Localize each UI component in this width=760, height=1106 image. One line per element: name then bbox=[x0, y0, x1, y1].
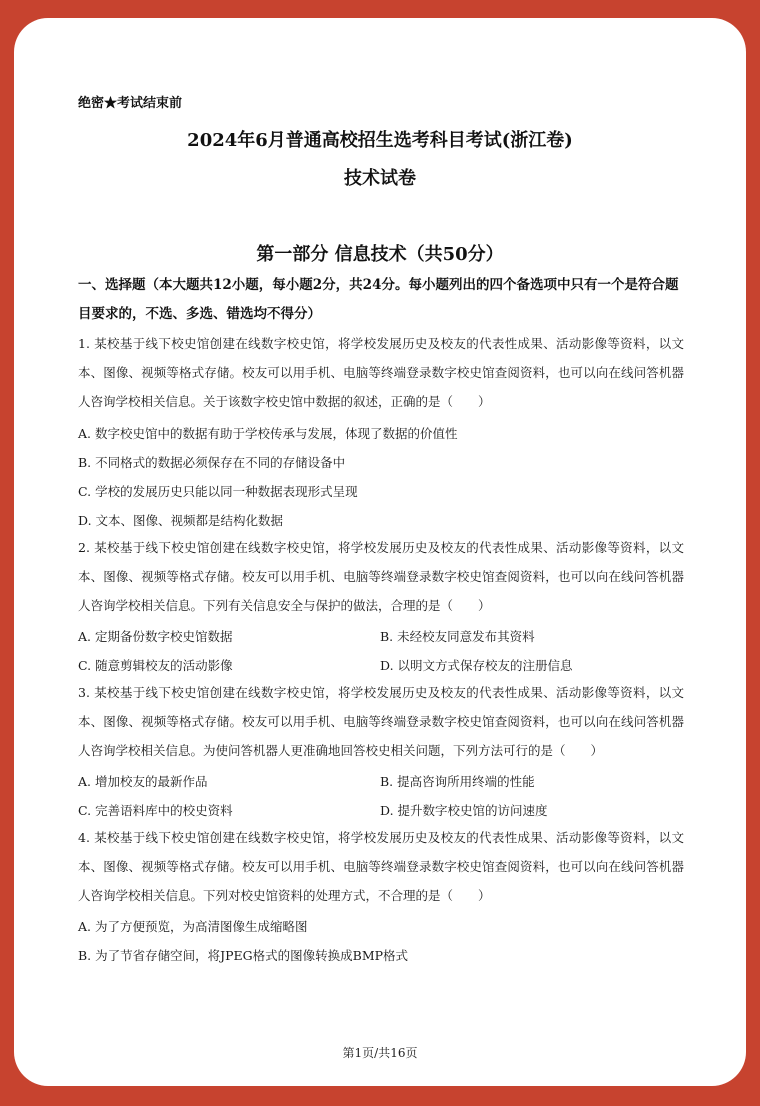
question-1-option-a: A. 数字校史馆中的数据有助于学校传承与发展，体现了数据的价值性 bbox=[78, 426, 458, 441]
question-2-stem: 2. 某校基于线下校史馆创建在线数字校史馆，将学校发展历史及校友的代表性成果、活动影像等资料，以文本、图像、视频等格式存储。校友可以用手机、电脑等终端登录数字校史馆查阅资料，也可以向在线问答机器人咨询学校相关信息。下列有关信息安全与保护的做法，合理的是（ ） bbox=[78, 540, 684, 613]
question-1-option-b: B. 不同格式的数据必须保存在不同的存储设备中 bbox=[78, 455, 346, 470]
question-2-option-b: B. 未经校友同意发布其资料 bbox=[380, 629, 535, 644]
question-1-option-c: C. 学校的发展历史只能以同一种数据表现形式呈现 bbox=[78, 484, 358, 499]
exam-title: 2024年6月普通高校招生选考科目考试(浙江卷) bbox=[187, 130, 573, 151]
section-heading: 一、选择题（本大题共12小题，每小题2分，共24分。每小题列出的四个备选项中只有一个是符合题目要求的，不选、多选、错选均不得分） bbox=[78, 277, 679, 322]
question-3-stem: 3. 某校基于线下校史馆创建在线数字校史馆，将学校发展历史及校友的代表性成果、活动影像等资料，以文本、图像、视频等格式存储。校友可以用手机、电脑等终端登录数字校史馆查阅资料，也可以向在线问答机器人咨询学校相关信息。为使问答机器人更准确地回答校史相关问题，下列方法可行的是（ ） bbox=[78, 685, 684, 758]
question-3-option-c: C. 完善语料库中的校史资料 bbox=[78, 803, 233, 818]
confidential-label: 绝密★考试结束前 bbox=[78, 96, 183, 111]
question-1-option-d: D. 文本、图像、视频都是结构化数据 bbox=[78, 513, 284, 528]
question-2-option-d: D. 以明文方式保存校友的注册信息 bbox=[380, 658, 573, 673]
question-3-option-a: A. 增加校友的最新作品 bbox=[78, 774, 208, 789]
question-1-stem: 1. 某校基于线下校史馆创建在线数字校史馆，将学校发展历史及校友的代表性成果、活动影像等资料，以文本、图像、视频等格式存储。校友可以用手机、电脑等终端登录数字校史馆查阅资料，也可以向在线问答机器人咨询学校相关信息。关于该数字校史馆中数据的叙述，正确的是（ ） bbox=[78, 336, 684, 409]
question-4-option-b: B. 为了节省存储空间，将JPEG格式的图像转换成BMP格式 bbox=[78, 948, 409, 963]
question-3-option-b: B. 提高咨询所用终端的性能 bbox=[380, 774, 535, 789]
question-2-option-c: C. 随意剪辑校友的活动影像 bbox=[78, 658, 233, 673]
page-number: 第1页/共16页 bbox=[342, 1046, 418, 1060]
question-3-option-d: D. 提升数字校史馆的访问速度 bbox=[380, 803, 548, 818]
question-4-option-a: A. 为了方便预览，为高清图像生成缩略图 bbox=[78, 919, 308, 934]
question-2-option-a: A. 定期备份数字校史馆数据 bbox=[78, 629, 233, 644]
part-title: 第一部分 信息技术（共50分） bbox=[256, 244, 504, 265]
exam-subtitle: 技术试卷 bbox=[344, 168, 416, 189]
question-4-stem: 4. 某校基于线下校史馆创建在线数字校史馆，将学校发展历史及校友的代表性成果、活动影像等资料，以文本、图像、视频等格式存储。校友可以用手机、电脑等终端登录数字校史馆查阅资料，也可以向在线问答机器人咨询学校相关信息。下列对校史馆资料的处理方式，不合理的是（ ） bbox=[78, 830, 684, 903]
